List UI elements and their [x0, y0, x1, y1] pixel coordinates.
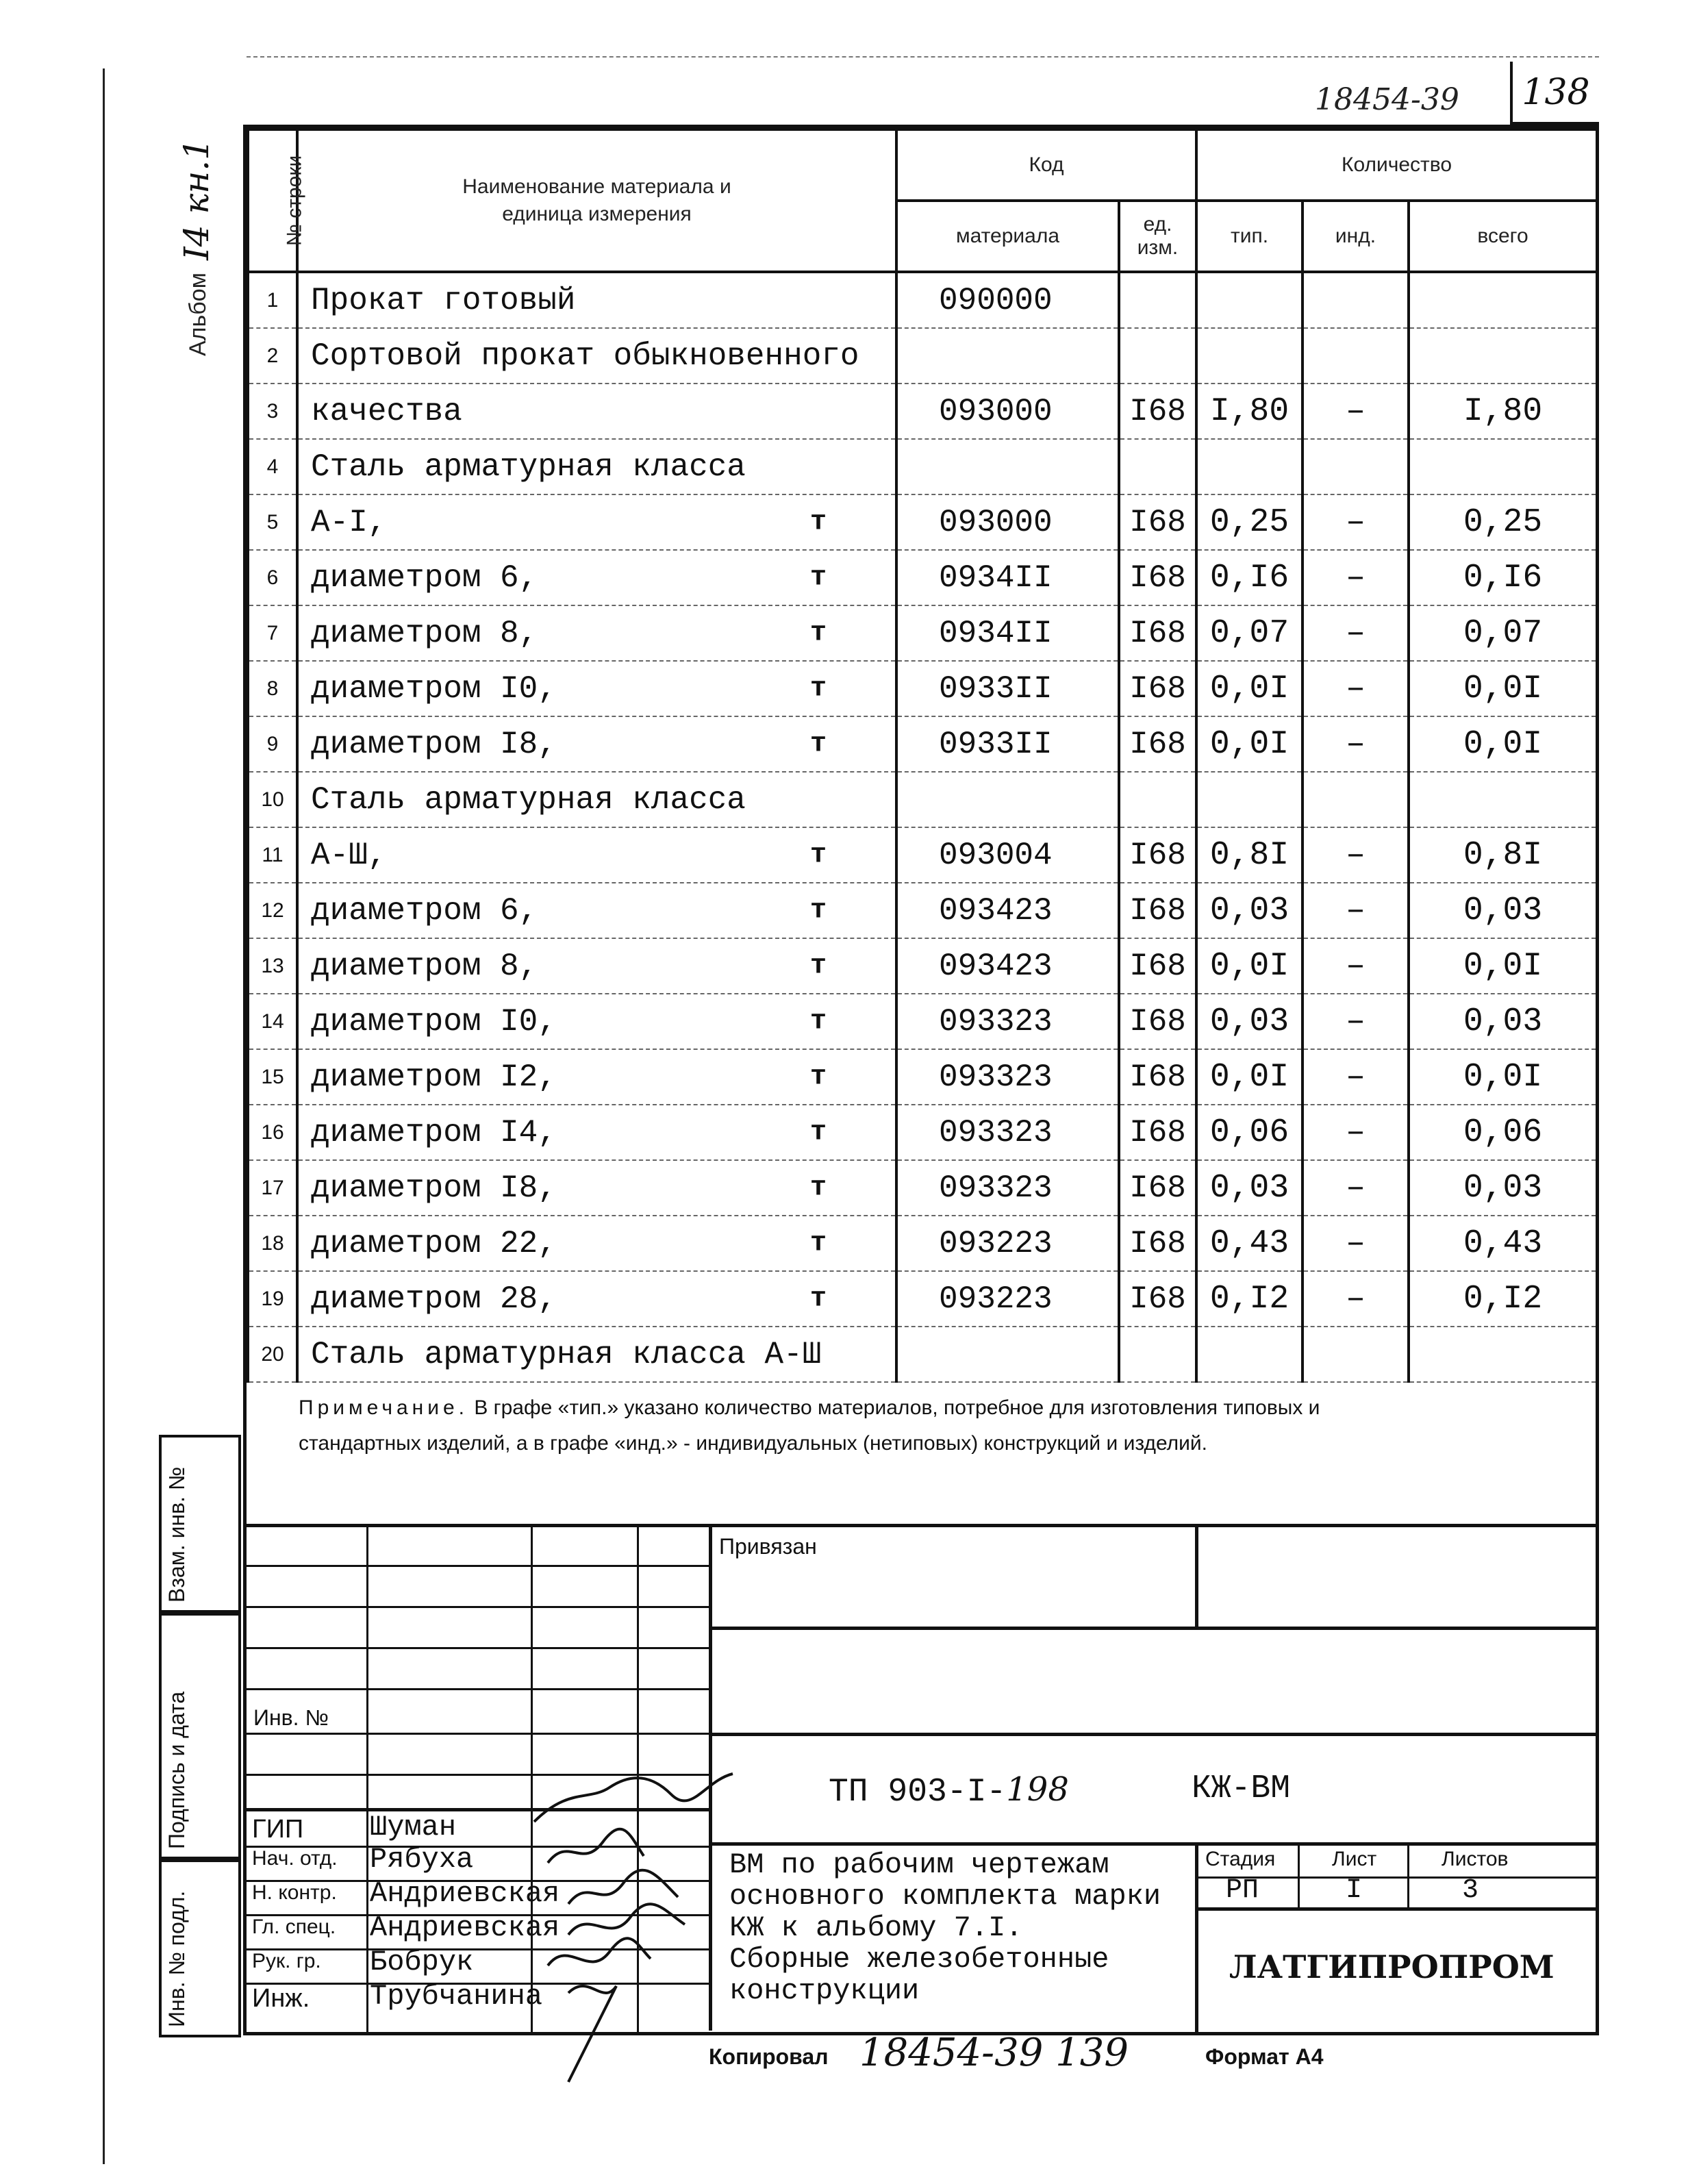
table-row: [248, 772, 1597, 827]
qty-total-cell: 0,06: [1409, 1105, 1597, 1160]
unit-code-cell: I68: [1119, 550, 1196, 605]
stamp-stage-bottom: [1195, 1907, 1596, 1911]
inv-number-label: Инв. №: [253, 1705, 329, 1730]
row-number-cell: 9: [248, 716, 297, 772]
qty-ind-cell: –: [1302, 1216, 1409, 1271]
sheets-label: Листов: [1442, 1848, 1509, 1870]
qty-typ-cell: 0,I6: [1196, 550, 1302, 605]
signatory-role: Гл. спец.: [252, 1916, 336, 1938]
material-name: Сортовой прокат обыкновенного: [311, 338, 859, 374]
unit-code-cell: [1119, 772, 1196, 827]
top-reference-number: 18454-39: [1315, 82, 1459, 117]
unit-code-cell: [1119, 272, 1196, 328]
header-qty-total: всего: [1409, 201, 1597, 272]
material-code-cell: 093323: [896, 1160, 1119, 1216]
material-name-cell: [297, 1160, 896, 1216]
material-code-cell: 093223: [896, 1271, 1119, 1327]
table-row: [248, 716, 1597, 772]
qty-typ-cell: 0,06: [1196, 1105, 1302, 1160]
row-number-cell: 17: [248, 1160, 297, 1216]
signatory-role: Рук. гр.: [252, 1950, 321, 1972]
doc-title: [729, 1849, 1161, 2007]
stamp-title-divider: [1195, 1842, 1198, 2034]
note-block: [299, 1390, 1353, 1461]
table-row: [248, 494, 1597, 550]
qty-typ-cell: 0,03: [1196, 1160, 1302, 1216]
material-code-cell: 093223: [896, 1216, 1119, 1271]
signatory-name: Андриевская: [370, 1911, 560, 1944]
material-code-cell: 0934II: [896, 550, 1119, 605]
row-number-cell: 12: [248, 883, 297, 938]
copied-label: Копировал: [709, 2044, 829, 2069]
row-number-cell: 19: [248, 1271, 297, 1327]
material-name-cell: [297, 1327, 896, 1382]
material-name: диаметром I8,: [311, 726, 557, 762]
qty-total-cell: [1409, 772, 1597, 827]
signatory-name: Шуман: [370, 1811, 457, 1844]
material-unit: т: [809, 1172, 827, 1203]
table-header-row-1: [248, 129, 1597, 201]
material-name: Сталь арматурная класса А-Ш: [311, 1336, 822, 1372]
table-row: [248, 272, 1597, 328]
material-name: диаметром I8,: [311, 1170, 557, 1206]
qty-total-cell: [1409, 328, 1597, 384]
unit-code-cell: I68: [1119, 1216, 1196, 1271]
table-row: [248, 1105, 1597, 1160]
material-name: А-Ш,: [311, 837, 387, 873]
header-code-material: материала: [896, 201, 1119, 272]
unit-code-cell: [1119, 1327, 1196, 1382]
table-row: [248, 938, 1597, 994]
material-name: диаметром 8,: [311, 948, 538, 984]
qty-ind-cell: –: [1302, 1160, 1409, 1216]
signatory-role: Н. контр.: [252, 1881, 337, 1904]
doc-title-line: Сборные железобетонные: [729, 1943, 1109, 1976]
row-number-cell: 5: [248, 494, 297, 550]
material-name-cell: [297, 1271, 896, 1327]
header-row-number: № строки: [248, 129, 297, 272]
material-unit: т: [809, 1117, 827, 1148]
unit-code-cell: [1119, 439, 1196, 494]
qty-ind-cell: [1302, 272, 1409, 328]
material-name: диаметром I0,: [311, 670, 557, 707]
header-qty-typ: тип.: [1196, 201, 1302, 272]
material-unit: т: [809, 507, 827, 538]
qty-total-cell: 0,0I: [1409, 938, 1597, 994]
qty-typ-cell: 0,0I: [1196, 661, 1302, 716]
side-label-inv: Инв. № подл.: [164, 1890, 189, 2027]
table-row: [248, 1216, 1597, 1271]
qty-ind-cell: –: [1302, 1049, 1409, 1105]
unit-code-cell: I68: [1119, 938, 1196, 994]
qty-ind-cell: [1302, 439, 1409, 494]
qty-ind-cell: [1302, 1327, 1409, 1382]
row-number-cell: 20: [248, 1327, 297, 1382]
stamp-grid-h3: [247, 1647, 709, 1649]
qty-total-cell: 0,0I: [1409, 716, 1597, 772]
stamp-title-top: [709, 1842, 1596, 1846]
row-number-cell: 10: [248, 772, 297, 827]
qty-total-cell: [1409, 272, 1597, 328]
material-code-cell: 093323: [896, 1105, 1119, 1160]
material-name-cell: [297, 938, 896, 994]
material-unit: т: [809, 729, 827, 760]
qty-typ-cell: [1196, 272, 1302, 328]
header-code: Код: [896, 129, 1196, 201]
stamp-grid-h5: [247, 1733, 709, 1735]
signatory-name: Андриевская: [370, 1877, 560, 1910]
unit-code-cell: I68: [1119, 716, 1196, 772]
stamp-grid-h1: [247, 1565, 709, 1567]
material-name-cell: [297, 827, 896, 883]
unit-code-cell: I68: [1119, 494, 1196, 550]
copied-handwritten: 18454-39 139: [859, 2031, 1129, 2075]
qty-typ-cell: [1196, 439, 1302, 494]
qty-ind-cell: –: [1302, 605, 1409, 661]
doc-title-line: КЖ к альбому 7.I.: [729, 1911, 1023, 1944]
qty-typ-cell: [1196, 1327, 1302, 1382]
doc-mark: КЖ-ВМ: [1192, 1770, 1291, 1807]
material-code-cell: 093323: [896, 1049, 1119, 1105]
signatory-role: Нач. отд.: [252, 1847, 338, 1870]
qty-ind-cell: –: [1302, 938, 1409, 994]
material-unit: т: [809, 895, 827, 926]
unit-code-cell: I68: [1119, 1049, 1196, 1105]
doc-title-line: ВМ по рабочим чертежам: [729, 1848, 1109, 1881]
table-row: [248, 328, 1597, 384]
row-number-cell: 1: [248, 272, 297, 328]
qty-total-cell: 0,03: [1409, 994, 1597, 1049]
signatory-name: Бобрук: [370, 1946, 474, 1979]
doc-title-line: основного комплекта марки: [729, 1880, 1161, 1913]
table-row: [248, 605, 1597, 661]
material-name-cell: [297, 883, 896, 938]
qty-total-cell: 0,25: [1409, 494, 1597, 550]
qty-total-cell: 0,07: [1409, 605, 1597, 661]
unit-code-cell: I68: [1119, 994, 1196, 1049]
privyazan-label: Привязан: [719, 1534, 817, 1559]
material-name: качества: [311, 393, 462, 429]
material-name: диаметром I2,: [311, 1059, 557, 1095]
row-number-cell: 6: [248, 550, 297, 605]
unit-code-cell: I68: [1119, 827, 1196, 883]
qty-typ-cell: 0,25: [1196, 494, 1302, 550]
unit-code-cell: I68: [1119, 883, 1196, 938]
signatory-role: Инж.: [252, 1984, 310, 2013]
qty-total-cell: 0,03: [1409, 1160, 1597, 1216]
unit-code-cell: I68: [1119, 1160, 1196, 1216]
qty-total-cell: 0,8I: [1409, 827, 1597, 883]
qty-ind-cell: –: [1302, 550, 1409, 605]
material-code-cell: 0934II: [896, 605, 1119, 661]
material-name: диаметром 28,: [311, 1281, 557, 1317]
row-number-cell: 2: [248, 328, 297, 384]
qty-typ-cell: 0,03: [1196, 994, 1302, 1049]
row-number-cell: 4: [248, 439, 297, 494]
row-number-cell: 8: [248, 661, 297, 716]
header-quantity: Количество: [1196, 129, 1597, 201]
qty-ind-cell: [1302, 328, 1409, 384]
doc-code-typed: ТП 903-I-: [829, 1774, 1007, 1811]
material-unit: т: [809, 840, 827, 870]
material-name-cell: [297, 494, 896, 550]
header-qty-ind: инд.: [1302, 201, 1409, 272]
header-code-unit: ед. изм.: [1119, 201, 1196, 272]
sheets-value: 3: [1462, 1875, 1479, 1906]
material-name: диаметром 6,: [311, 892, 538, 929]
sheet-number: 138: [1510, 62, 1599, 125]
qty-ind-cell: –: [1302, 1105, 1409, 1160]
qty-typ-cell: 0,0I: [1196, 938, 1302, 994]
note-text: В графе «тип.» указано количество материалов, потребное для изготовления типовых и стандартных изделий, а в графе «инд.» - индивидуальных (нетиповых) конструкций и изделий.: [299, 1396, 1320, 1455]
side-label-vzam: Взам. инв. №: [164, 1466, 189, 1603]
stamp-stage-v1: [1298, 1842, 1300, 1907]
row-number-cell: 18: [248, 1216, 297, 1271]
album-handwritten-label: I4 кн.1: [177, 138, 216, 260]
unit-code-cell: [1119, 328, 1196, 384]
material-name-cell: [297, 1105, 896, 1160]
qty-total-cell: 0,43: [1409, 1216, 1597, 1271]
qty-total-cell: 0,0I: [1409, 661, 1597, 716]
material-name-cell: [297, 328, 896, 384]
row-number-cell: 16: [248, 1105, 297, 1160]
material-name: диаметром 6,: [311, 560, 538, 596]
material-code-cell: [896, 772, 1119, 827]
unit-code-cell: I68: [1119, 384, 1196, 439]
material-code-cell: 0933II: [896, 716, 1119, 772]
qty-total-cell: I,80: [1409, 384, 1597, 439]
stamp-privyazan-bottom: [709, 1627, 1596, 1630]
top-cut-line: [247, 56, 1599, 58]
material-code-cell: 093323: [896, 994, 1119, 1049]
table-row: [248, 439, 1597, 494]
row-number-cell: 11: [248, 827, 297, 883]
qty-ind-cell: –: [1302, 716, 1409, 772]
stage-label: Стадия: [1205, 1848, 1276, 1870]
stamp-grid-v1: [366, 1524, 368, 2034]
table-row: [248, 550, 1597, 605]
unit-code-cell: I68: [1119, 661, 1196, 716]
material-name: А-I,: [311, 504, 387, 540]
material-unit: т: [809, 1062, 827, 1092]
material-unit: т: [809, 673, 827, 704]
signatory-name: Рябуха: [370, 1843, 474, 1876]
material-name-cell: [297, 1216, 896, 1271]
qty-total-cell: [1409, 439, 1597, 494]
qty-ind-cell: –: [1302, 384, 1409, 439]
material-name: диаметром I0,: [311, 1003, 557, 1040]
material-unit: т: [809, 1283, 827, 1314]
material-name-cell: [297, 661, 896, 716]
sheet-label: Лист: [1332, 1848, 1377, 1870]
qty-total-cell: 0,I2: [1409, 1271, 1597, 1327]
qty-total-cell: [1409, 1327, 1597, 1382]
material-name: Сталь арматурная класса: [311, 781, 746, 818]
qty-total-cell: 0,0I: [1409, 1049, 1597, 1105]
unit-code-cell: I68: [1119, 605, 1196, 661]
table-row: [248, 384, 1597, 439]
material-code-cell: [896, 328, 1119, 384]
format-label: Формат А4: [1205, 2044, 1324, 2069]
material-code-cell: 093000: [896, 494, 1119, 550]
material-name-cell: [297, 994, 896, 1049]
material-name: Сталь арматурная класса: [311, 449, 746, 485]
header-material-name: Наименование материала и единица измерения: [297, 129, 896, 272]
qty-typ-cell: 0,I2: [1196, 1271, 1302, 1327]
material-unit: т: [809, 562, 827, 593]
sheet-value: I: [1346, 1875, 1363, 1906]
material-name: диаметром 22,: [311, 1225, 557, 1262]
material-name-cell: [297, 384, 896, 439]
table-row: [248, 1271, 1597, 1327]
qty-total-cell: 0,03: [1409, 883, 1597, 938]
material-code-cell: 093423: [896, 883, 1119, 938]
row-number-cell: 13: [248, 938, 297, 994]
qty-typ-cell: 0,43: [1196, 1216, 1302, 1271]
table-row: [248, 994, 1597, 1049]
stamp-grid-h4: [247, 1688, 709, 1690]
material-name: диаметром 8,: [311, 615, 538, 651]
material-unit: т: [809, 1228, 827, 1259]
material-unit: т: [809, 1006, 827, 1037]
material-name: Прокат готовый: [311, 282, 576, 318]
album-label: Альбом: [185, 273, 211, 356]
stamp-grid-h2: [247, 1606, 709, 1608]
material-code-cell: 093004: [896, 827, 1119, 883]
signatures-scribble: [527, 1760, 746, 2089]
qty-ind-cell: –: [1302, 1271, 1409, 1327]
stamp-stage-v2: [1407, 1842, 1409, 1907]
qty-typ-cell: I,80: [1196, 384, 1302, 439]
qty-ind-cell: –: [1302, 494, 1409, 550]
material-name-cell: [297, 716, 896, 772]
stamp-privyazan-divider: [1195, 1524, 1198, 1627]
stamp-code-top: [709, 1733, 1596, 1736]
unit-code-cell: I68: [1119, 1271, 1196, 1327]
row-number-cell: 7: [248, 605, 297, 661]
material-code-cell: 0933II: [896, 661, 1119, 716]
row-number-cell: 14: [248, 994, 297, 1049]
material-code-cell: 093000: [896, 384, 1119, 439]
material-name: диаметром I4,: [311, 1114, 557, 1151]
qty-typ-cell: [1196, 772, 1302, 827]
doc-code: [829, 1770, 1069, 1811]
table-row: [248, 1160, 1597, 1216]
qty-typ-cell: 0,0I: [1196, 1049, 1302, 1105]
materials-table: [247, 128, 1598, 1383]
qty-typ-cell: 0,03: [1196, 883, 1302, 938]
material-unit: т: [809, 951, 827, 981]
organization-name: ЛАТГИПРОПРОМ: [1229, 1948, 1555, 1985]
signatory-name: Трубчанина: [370, 1980, 543, 2013]
unit-code-cell: I68: [1119, 1105, 1196, 1160]
signatory-role: ГИП: [252, 1815, 304, 1844]
qty-typ-cell: [1196, 328, 1302, 384]
note-lead: Примечание.: [299, 1396, 468, 1419]
doc-title-line: конструкции: [729, 1974, 920, 2007]
table-row: [248, 661, 1597, 716]
qty-ind-cell: –: [1302, 994, 1409, 1049]
material-name-cell: [297, 1049, 896, 1105]
stage-value: РП: [1226, 1875, 1259, 1906]
row-number-cell: 3: [248, 384, 297, 439]
material-name-cell: [297, 439, 896, 494]
material-code-cell: 093423: [896, 938, 1119, 994]
material-name-cell: [297, 272, 896, 328]
material-code-cell: [896, 439, 1119, 494]
qty-ind-cell: –: [1302, 883, 1409, 938]
material-name-cell: [297, 550, 896, 605]
table-row: [248, 827, 1597, 883]
table-row: [248, 1327, 1597, 1382]
material-name-cell: [297, 605, 896, 661]
material-unit: т: [809, 618, 827, 649]
left-binding-line: [103, 68, 105, 2164]
qty-typ-cell: 0,8I: [1196, 827, 1302, 883]
material-code-cell: [896, 1327, 1119, 1382]
qty-ind-cell: [1302, 772, 1409, 827]
qty-typ-cell: 0,07: [1196, 605, 1302, 661]
row-number-cell: 15: [248, 1049, 297, 1105]
table-row: [248, 883, 1597, 938]
qty-total-cell: 0,I6: [1409, 550, 1597, 605]
stamp-top-line: [247, 1524, 1596, 1527]
qty-ind-cell: –: [1302, 827, 1409, 883]
material-name-cell: [297, 772, 896, 827]
qty-ind-cell: –: [1302, 661, 1409, 716]
qty-typ-cell: 0,0I: [1196, 716, 1302, 772]
material-code-cell: 090000: [896, 272, 1119, 328]
doc-code-handwritten: 198: [1006, 1770, 1069, 1809]
side-label-podpis: Подпись и дата: [164, 1691, 189, 1849]
table-row: [248, 1049, 1597, 1105]
